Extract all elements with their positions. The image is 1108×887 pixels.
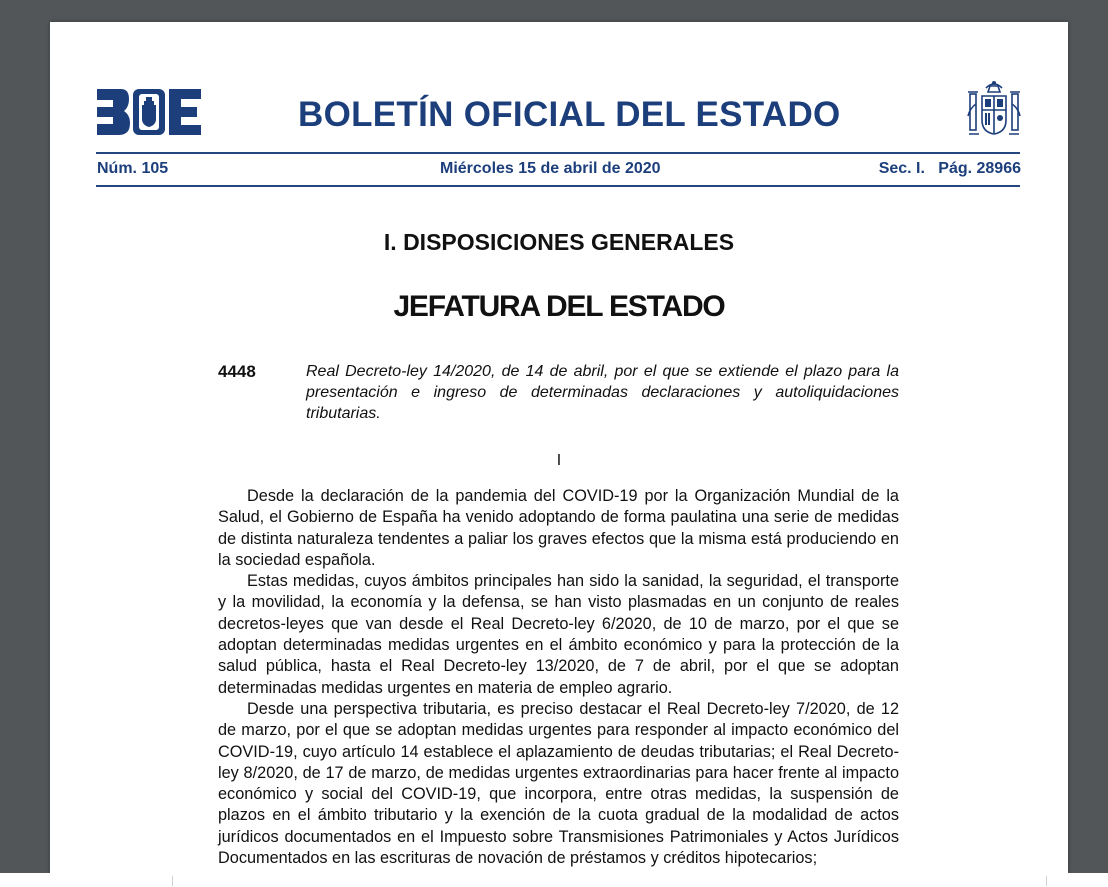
- ruler-tick: [172, 876, 173, 886]
- section-title: I. DISPOSICIONES GENERALES: [383, 229, 735, 255]
- disposition-number: 4448: [218, 362, 256, 381]
- paragraph: Estas medidas, cuyos ámbitos principales han sido la sanidad, la seguridad, el transporte y la movilidad, la economía y la defensa, se han visto plasmadas en un conjunto de reales decretos-leyes que van desde el Real Decreto-ley 6/2020, de 10 de marzo, por el que se adoptan determinadas medidas urgentes en el ámbito económico y para la protección de la salud pública, hasta el Real Decreto-ley 13/2020, de 7 de abril, por el que se adoptan determinadas medidas urgentes en materia de empleo agrario.: [218, 572, 899, 697]
- issue-date: Miércoles 15 de abril de 2020: [440, 160, 661, 177]
- disposition-summary: Real Decreto-ley 14/2020, de 14 de abril, por el que se extiende el plazo para la presentación e ingreso de determinadas declaraciones y autoliquidaciones tributarias.: [306, 363, 899, 422]
- header-rule-top: [96, 152, 1020, 154]
- body-text: [218, 486, 899, 869]
- chapter-numeral: I: [556, 452, 562, 469]
- paragraph: Desde una perspectiva tributaria, es preciso destacar el Real Decreto-ley 7/2020, de 12 de marzo, por el que se adoptan medidas urgentes para responder al impacto económico del COVID-19, cuyo artículo 14 establece el aplazamiento de deudas tributarias; el Real Decreto-ley 8/2020, de 17 de marzo, de medidas urgentes extraordinarias para hacer frente al impacto económico y social del COVID-19, que incorpora, entre otras medidas, la suspensión de plazos en el ámbito tributario y la exención de la cuota gradual de la modalidad de actos jurídicos documentados en el Impuesto sobre Transmisiones Patrimoniales y Actos Jurídicos Documentados en las escrituras de novación de préstamos y créditos hipotecarios;: [218, 699, 899, 868]
- header-rule-bottom: [96, 185, 1020, 187]
- paragraph: Desde la declaración de la pandemia del COVID-19 por la Organización Mundial de la Salud, el Gobierno de España ha venido adoptando de forma paulatina una serie de medidas de distinta naturaleza tendentes a paliar los graves efectos que la misma está produciendo en la sociedad española.: [218, 487, 899, 569]
- department-title: JEFATURA DEL ESTADO: [393, 290, 725, 323]
- coat-of-arms-icon: [966, 78, 1022, 142]
- ruler-tick: [1046, 876, 1047, 886]
- document-page: [50, 22, 1068, 873]
- issue-number: Núm. 105: [97, 160, 169, 177]
- gazette-title: BOLETÍN OFICIAL DEL ESTADO: [298, 95, 841, 134]
- section-page: Sec. I. Pág. 28966: [878, 160, 1021, 177]
- viewer-bottom-strip: [0, 873, 1108, 887]
- boe-logo: [97, 89, 201, 135]
